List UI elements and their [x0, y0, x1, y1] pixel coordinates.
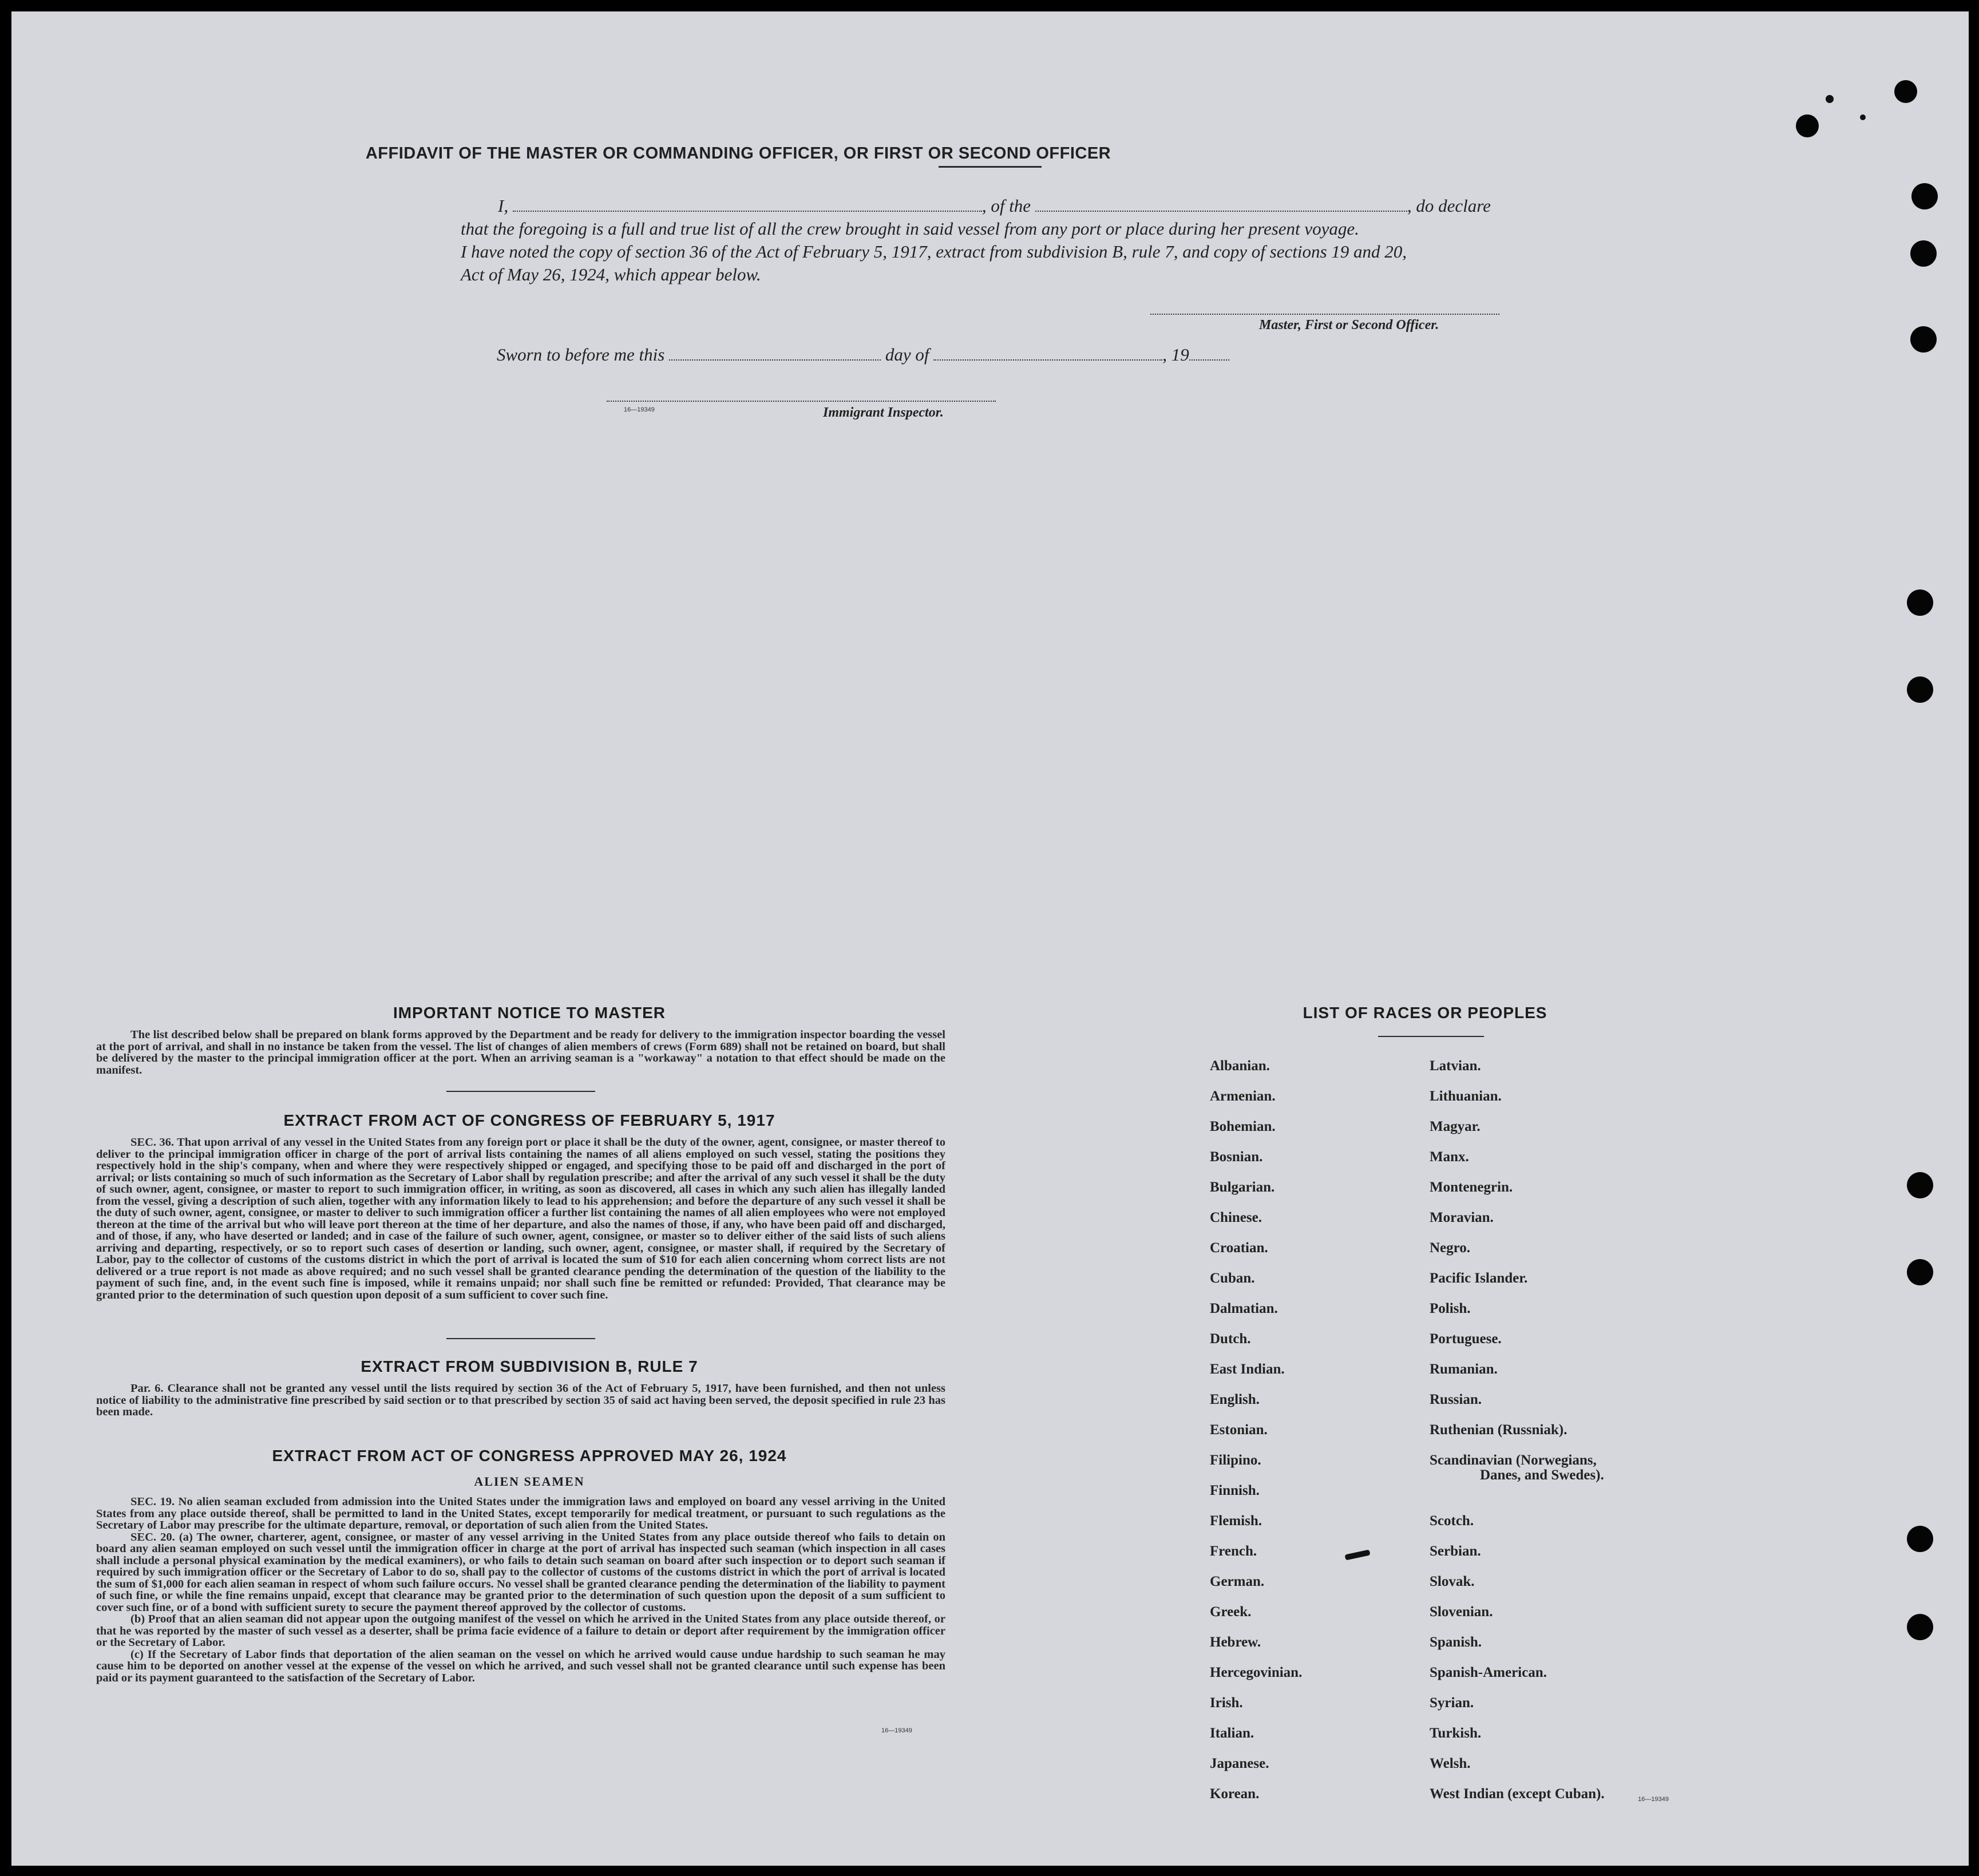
binder-hole: [1907, 1259, 1933, 1285]
binder-hole: [1907, 1526, 1933, 1552]
alien-seamen-subtitle: ALIEN SEAMEN: [474, 1474, 585, 1489]
binder-hole: [1796, 114, 1819, 137]
race-item: Japanese.: [1210, 1756, 1269, 1771]
race-item: Chinese.: [1210, 1210, 1262, 1225]
race-item: Magyar.: [1430, 1119, 1481, 1134]
declaration-i: I,: [498, 196, 509, 216]
binder-hole: [1894, 80, 1917, 103]
race-item: Lithuanian.: [1430, 1089, 1502, 1104]
races-title-rule: [1378, 1036, 1484, 1037]
race-item: Pacific Islander.: [1430, 1271, 1528, 1286]
master-signature-line[interactable]: [1150, 314, 1499, 315]
races-column-2: [1430, 1058, 1605, 1816]
divider-2: [446, 1338, 595, 1339]
extract-1917-paragraph: SEC. 36. That upon arrival of any vessel in the United States from any foreign port or place it shall be the duty of the owner, agent, consignee, or master thereof to deliver to the principal immigration officer in charge of the port of arrival lists containing the names of all aliens employed on such vessel, stating the positions they respectively hold in the ship's company, when and where they were respectively shipped or engaged, and specifying those to be paid off and discharged in the port of arrival; or lists containing so much of such information as the Secretary of Labor shall by regulation prescribe; and after the arrival of any such vessel it shall be the duty of such owner, agent, consignee, or master to report to such immigration officer, in writing, as soon as discovered, all cases in which any such alien has illegally landed from the vessel, giving a description of such alien, together with any information likely to lead to his apprehension; and before the departure of any such vessel it shall be the duty of such owner, agent, consignee, or master to deliver to such immigration officer a further list containing the names of all alien employees who were not employed thereon at the time of the arrival but who will leave port thereon at the time of her departure, and also the names of those, if any, who have been paid off and discharged, and of those, if any, who have deserted or landed; and in case of the failure of such owner, agent, consignee, or master so to deliver either of the said lists of such aliens arriving and departing, respectively, or so to report such cases of desertion or landing, such owner, agent, consignee, or master shall, if required by the Secretary of Labor, pay to the collector of customs of the customs district in which the port of arrival is located the sum of $10 for each alien concerning whom correct lists are not delivered or a true report is not made as above required; and no such vessel shall be granted clearance pending the determination of the question of the liability to the payment of such fine, and, in the event such fine is imposed, while it remains unpaid; nor shall such fine be remitted or refunded: Provided, That clearance may be granted prior to the determination of such question upon deposit of a sum sufficient to cover such fine.: [96, 1136, 945, 1301]
sec-19-paragraph: SEC. 19. No alien seaman excluded from admission into the United States under the immigration laws and employed on board any vessel arriving in the United States from any place outside thereof, shall be permitted to land in the United States, except temporarily for medical treatment, or pursuant to such regulations as the Secretary of Labor may prescribe for the ultimate departure, removal, or deportation of such alien from the United States.: [96, 1495, 945, 1531]
extract-1924-text: [96, 1496, 945, 1684]
form-number-top: 16—19349: [624, 406, 655, 413]
race-item: Dalmatian.: [1210, 1301, 1278, 1316]
race-item: Scotch.: [1430, 1513, 1474, 1529]
extract-1924-title: EXTRACT FROM ACT OF CONGRESS APPROVED MAY 26, 1924: [272, 1447, 787, 1465]
race-item: Bohemian.: [1210, 1119, 1276, 1134]
race-item: Polish.: [1430, 1301, 1471, 1316]
binder-hole: [1907, 676, 1933, 703]
declaration-line-3: I have noted the copy of section 36 of the Act of February 5, 1917, extract from subdivision B, rule 7, and copy of sections 19 and 20,: [461, 242, 1407, 262]
race-item: Ruthenian (Russniak).: [1430, 1422, 1568, 1438]
race-item: Danes, and Swedes).: [1480, 1467, 1604, 1483]
race-item: Cuban.: [1210, 1271, 1255, 1286]
race-item: Montenegrin.: [1430, 1180, 1513, 1195]
race-item: Korean.: [1210, 1786, 1260, 1802]
race-item: Greek.: [1210, 1604, 1252, 1620]
binder-hole: [1907, 1172, 1933, 1198]
notice-paragraph: The list described below shall be prepared on blank forms approved by the Department and be ready for delivery to the immigration inspector boarding the vessel at the port of arrival, and shall in no instance be taken from the vessel. The list of changes of alien members of crews (Form 689) shall not be retained on board, but shall be delivered by the master to the principal immigration officer at the port. When an arriving seaman is a "workaway" a notation to that effect should be made on the manifest.: [96, 1028, 945, 1076]
race-item: Latvian.: [1430, 1058, 1481, 1074]
race-item: Spanish-American.: [1430, 1665, 1547, 1680]
binder-hole: [1911, 183, 1938, 209]
extract-1917-title: EXTRACT FROM ACT OF CONGRESS OF FEBRUARY 5, 1917: [283, 1111, 775, 1129]
race-item: Spanish.: [1430, 1634, 1482, 1650]
sec-20c-paragraph: (c) If the Secretary of Labor finds that deportation of the alien seaman on the vessel on which he arrived would cause undue hardship to such seaman he may cause him to be deported on another vessel at the expense of the vessel on which he arrived, and such vessel shall not be granted clearance until such expense has been paid or its payment guaranteed to the satisfaction of the Secretary of Labor.: [96, 1648, 945, 1684]
binder-hole: [1907, 589, 1933, 616]
races-column-1: [1210, 1058, 1302, 1816]
master-signature-label: Master, First or Second Officer.: [1259, 318, 1439, 333]
ink-speck: [1344, 1550, 1370, 1561]
race-item: Hebrew.: [1210, 1634, 1261, 1650]
race-item: Dutch.: [1210, 1331, 1251, 1347]
race-item: Welsh.: [1430, 1756, 1471, 1771]
inspector-signature-label: Immigrant Inspector.: [823, 405, 944, 420]
race-item: German.: [1210, 1574, 1265, 1589]
year-blank[interactable]: [1189, 359, 1229, 361]
race-item: Serbian.: [1430, 1543, 1481, 1559]
race-item: Syrian.: [1430, 1695, 1474, 1711]
binder-hole: [1910, 326, 1937, 353]
race-item: Moravian.: [1430, 1210, 1494, 1225]
form-number-left: 16—19349: [881, 1727, 912, 1734]
sec-20b-paragraph: (b) Proof that an alien seaman did not appear upon the outgoing manifest of the vessel on which he arrived in the United States from any place outside thereof, or that he was reported by the master of such vessel as a deserter, shall be prima facie evidence of a failure to detain or deport after requirement by the immigration officer or the Secretary of Labor.: [96, 1613, 945, 1649]
race-item: Manx.: [1430, 1149, 1469, 1165]
name-blank[interactable]: [513, 210, 982, 212]
race-item: East Indian.: [1210, 1362, 1285, 1377]
race-item: Slovak.: [1430, 1574, 1475, 1589]
day-of-text: day of: [885, 345, 929, 365]
race-item: French.: [1210, 1543, 1257, 1559]
sworn-day-blank[interactable]: [669, 359, 881, 361]
race-item: English.: [1210, 1392, 1260, 1407]
race-item: Croatian.: [1210, 1240, 1268, 1256]
race-item: Bosnian.: [1210, 1149, 1263, 1165]
declaration-line-2: that the foregoing is a full and true list of all the crew brought in said vessel from any port or place during her present voyage.: [461, 219, 1359, 239]
form-number-right: 16—19349: [1638, 1796, 1669, 1803]
vessel-blank[interactable]: [1035, 210, 1407, 212]
extract-1917-text: [96, 1137, 945, 1301]
binder-hole: [1907, 1614, 1933, 1640]
race-item: Albanian.: [1210, 1058, 1270, 1074]
binder-hole: [1910, 240, 1937, 267]
title-rule: [939, 166, 1042, 168]
race-item: Armenian.: [1210, 1089, 1276, 1104]
race-item: Portuguese.: [1430, 1331, 1502, 1347]
rule7-paragraph: Par. 6. Clearance shall not be granted any vessel until the lists required by section 36 of the Act of February 5, 1917, have been furnished, and then not unless notice of liability to the administrative fine prescribed by said section or to that prescribed by section 35 of said act having been served, the deposit specified in rule 23 has been made.: [96, 1382, 945, 1418]
race-item: West Indian (except Cuban).: [1430, 1786, 1605, 1802]
document-page: [11, 11, 1969, 1866]
races-title: LIST OF RACES OR PEOPLES: [1303, 1004, 1547, 1022]
race-item: Turkish.: [1430, 1725, 1482, 1741]
notice-text: [96, 1029, 945, 1076]
sworn-month-blank[interactable]: [933, 359, 1162, 361]
race-item: Scandinavian (Norwegians,: [1430, 1452, 1597, 1468]
affidavit-title: AFFIDAVIT OF THE MASTER OR COMMANDING OFFICER, OR FIRST OR SECOND OFFICER: [365, 144, 1111, 163]
race-item: Filipino.: [1210, 1452, 1261, 1468]
notice-title: IMPORTANT NOTICE TO MASTER: [393, 1004, 666, 1022]
race-item: Bulgarian.: [1210, 1180, 1275, 1195]
rule7-title: EXTRACT FROM SUBDIVISION B, RULE 7: [361, 1357, 698, 1375]
year-text: , 19: [1162, 345, 1189, 365]
race-item: Finnish.: [1210, 1483, 1260, 1498]
race-item: Flemish.: [1210, 1513, 1262, 1529]
race-item: Negro.: [1430, 1240, 1471, 1256]
declaration-declare: , do declare: [1407, 196, 1491, 216]
ink-speck: [1860, 114, 1866, 120]
race-item: Slovenian.: [1430, 1604, 1493, 1620]
race-item: Irish.: [1210, 1695, 1243, 1711]
rule7-text: [96, 1383, 945, 1418]
divider-1: [446, 1091, 595, 1092]
race-item: Russian.: [1430, 1392, 1482, 1407]
sworn-text: Sworn to before me this: [497, 345, 665, 365]
declaration-line-1: [498, 196, 1491, 216]
declaration-of: , of the: [981, 196, 1031, 216]
sworn-line: [497, 345, 1229, 365]
ink-speck: [1826, 95, 1834, 103]
race-item: Italian.: [1210, 1725, 1254, 1741]
race-item: Hercegovinian.: [1210, 1665, 1303, 1680]
sec-20a-paragraph: SEC. 20. (a) The owner, charterer, agent, consignee, or master of any vessel arriving in the United States from any place outside thereof who fails to detain on board any alien seaman employed on such vessel until the immigration officer in charge at the port of arrival has inspected such seaman (which inspection in all cases shall include a personal physical examination by the medical examiners), or who fails to detain such seaman on board after such inspection or to deport such seaman if required by such immigration officer or the Secretary of Labor to do so, shall pay to the collector of customs of the customs district in which the port of arrival is located the sum of $1,000 for each alien seaman in respect of whom such failure occurs. No vessel shall be granted clearance pending the determination of the liability to payment of such fine, or while the fine remains unpaid, except that clearance may be granted prior to the determination of such question upon the deposit of a sum sufficient to cover such fine, or of a bond with sufficient surety to secure the payment thereof approved by the collector of customs.: [96, 1530, 945, 1614]
declaration-line-4: Act of May 26, 1924, which appear below.: [461, 264, 761, 284]
race-item: Estonian.: [1210, 1422, 1268, 1438]
race-item: Rumanian.: [1430, 1362, 1498, 1377]
inspector-signature-line[interactable]: [607, 401, 996, 402]
